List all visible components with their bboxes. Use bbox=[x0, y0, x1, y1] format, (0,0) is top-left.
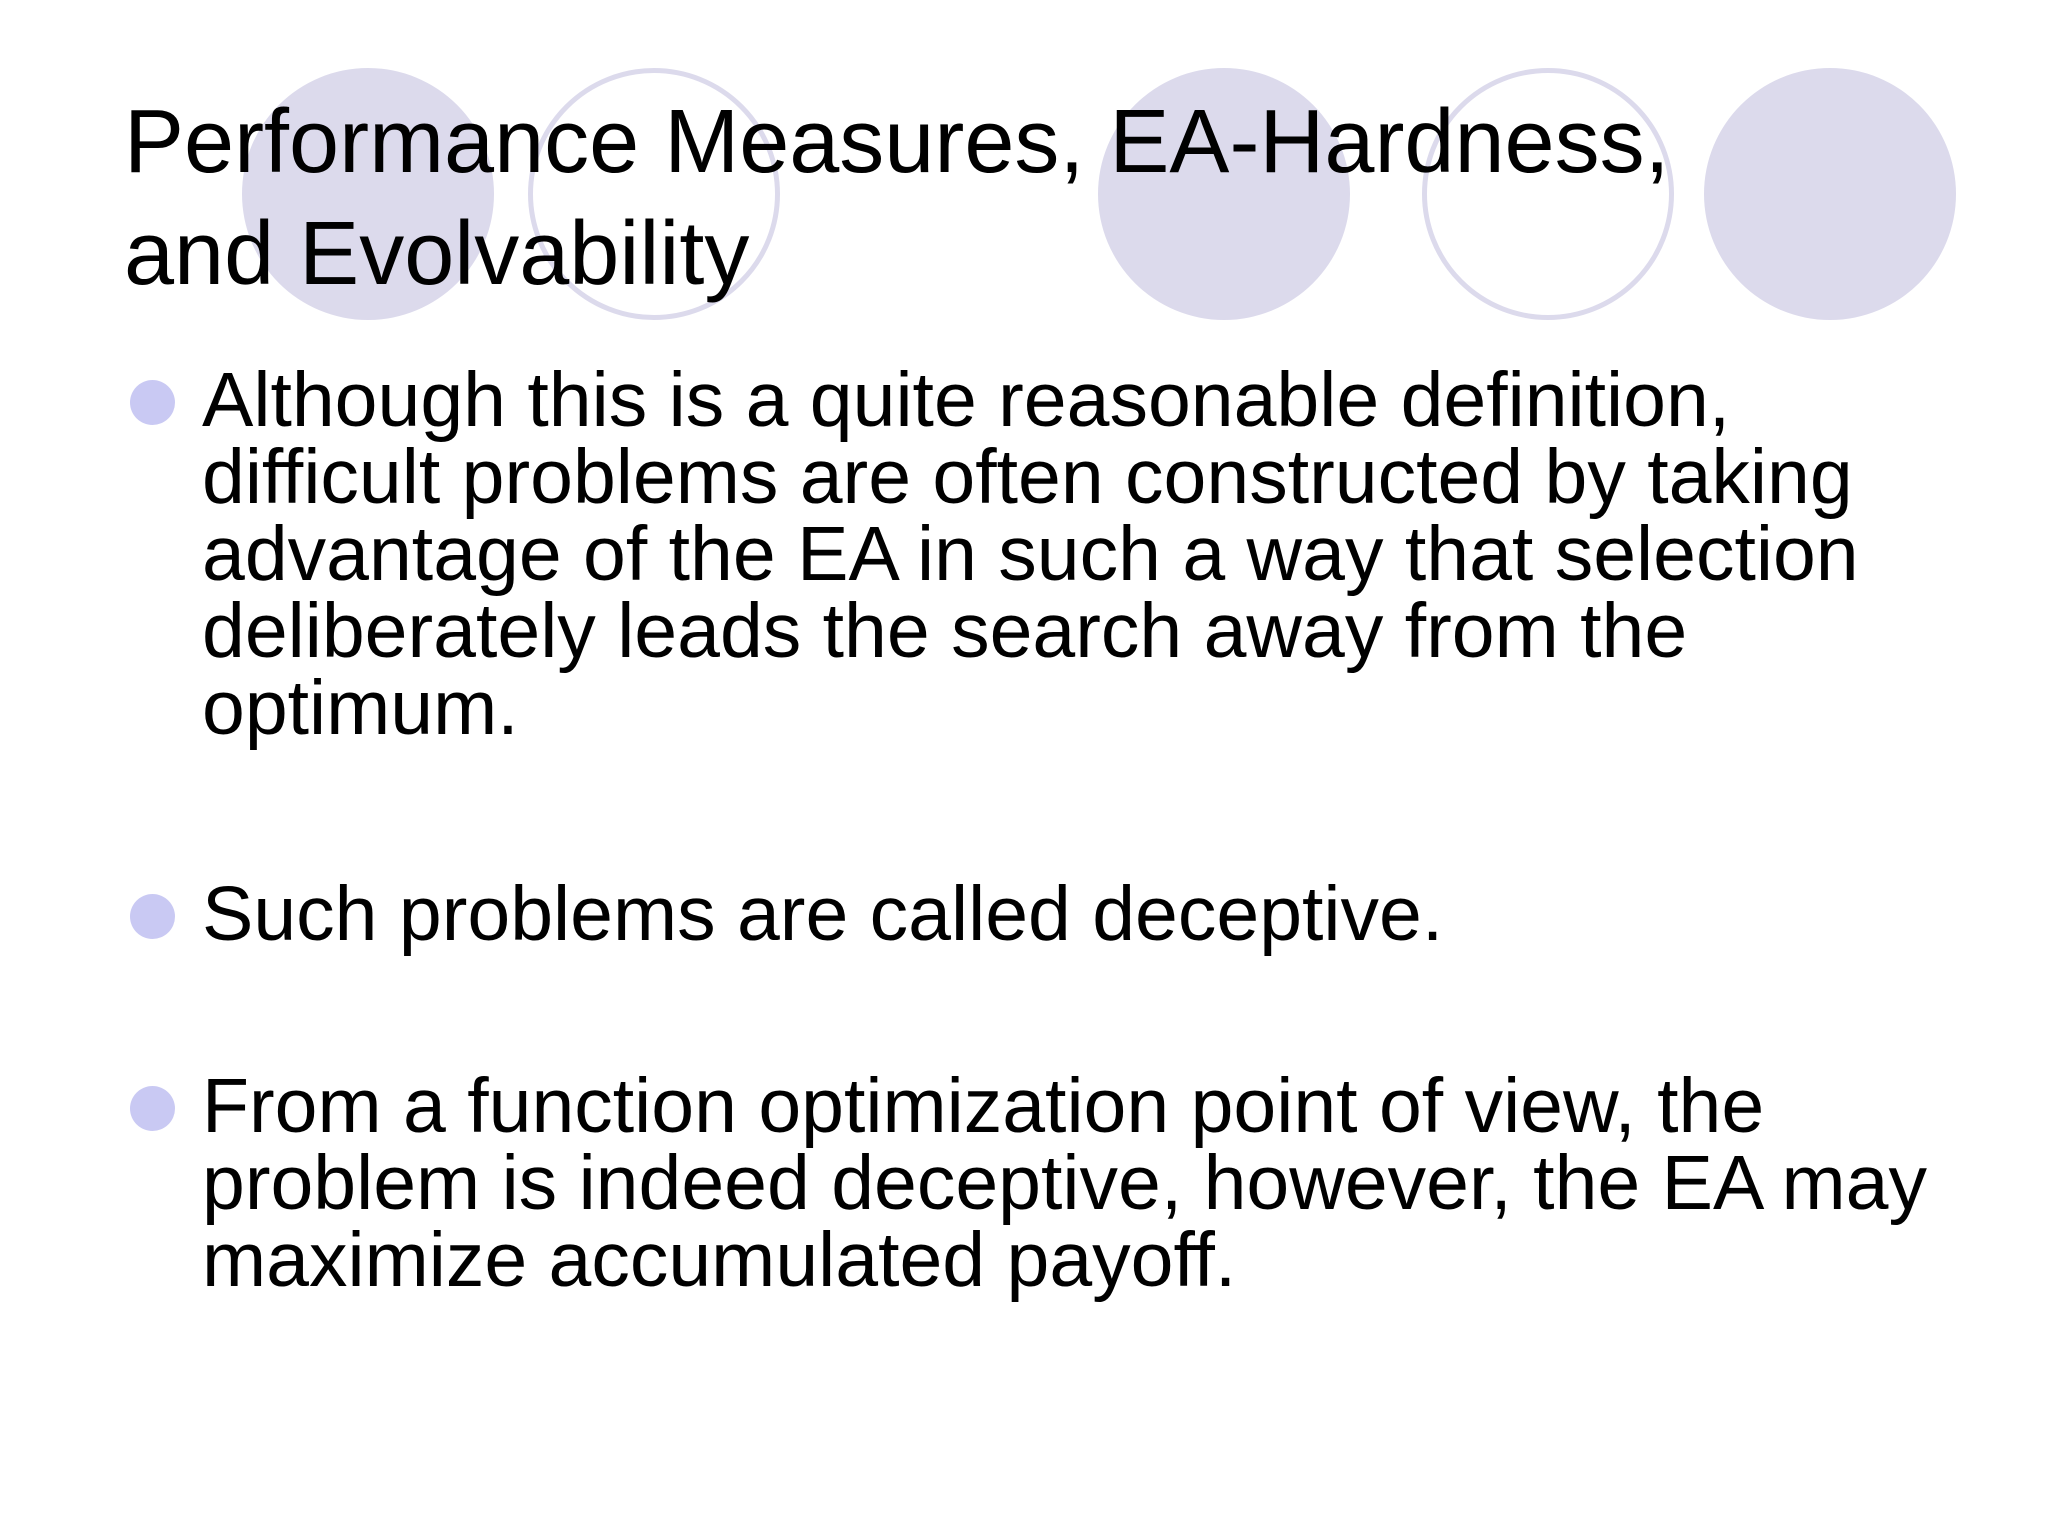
bullet-item bbox=[130, 871, 1950, 957]
bullet-dot-icon bbox=[130, 1086, 175, 1131]
bullet-item bbox=[130, 1063, 1950, 1303]
bullet-dot-icon bbox=[130, 894, 175, 939]
bullet-text: From a function optimization point of view, the problem is indeed deceptive, however, the EA may maximize accumulated payoff. bbox=[202, 1063, 1927, 1303]
bullet-list bbox=[130, 357, 1950, 1303]
slide-title bbox=[124, 86, 1924, 310]
bullet-text: Although this is a quite reasonable definition, difficult problems are often constructed by taking advantage of the EA in such a way that selection deliberately leads the search away from the optimum. bbox=[202, 357, 1859, 751]
bullet-item bbox=[130, 357, 1950, 751]
slide-title-line-1: Performance Measures, EA-Hardness, bbox=[124, 92, 1670, 192]
slide-title-line-2: and Evolvability bbox=[124, 204, 750, 304]
bullet-text: Such problems are called deceptive. bbox=[202, 871, 1444, 957]
bullet-dot-icon bbox=[130, 380, 175, 425]
